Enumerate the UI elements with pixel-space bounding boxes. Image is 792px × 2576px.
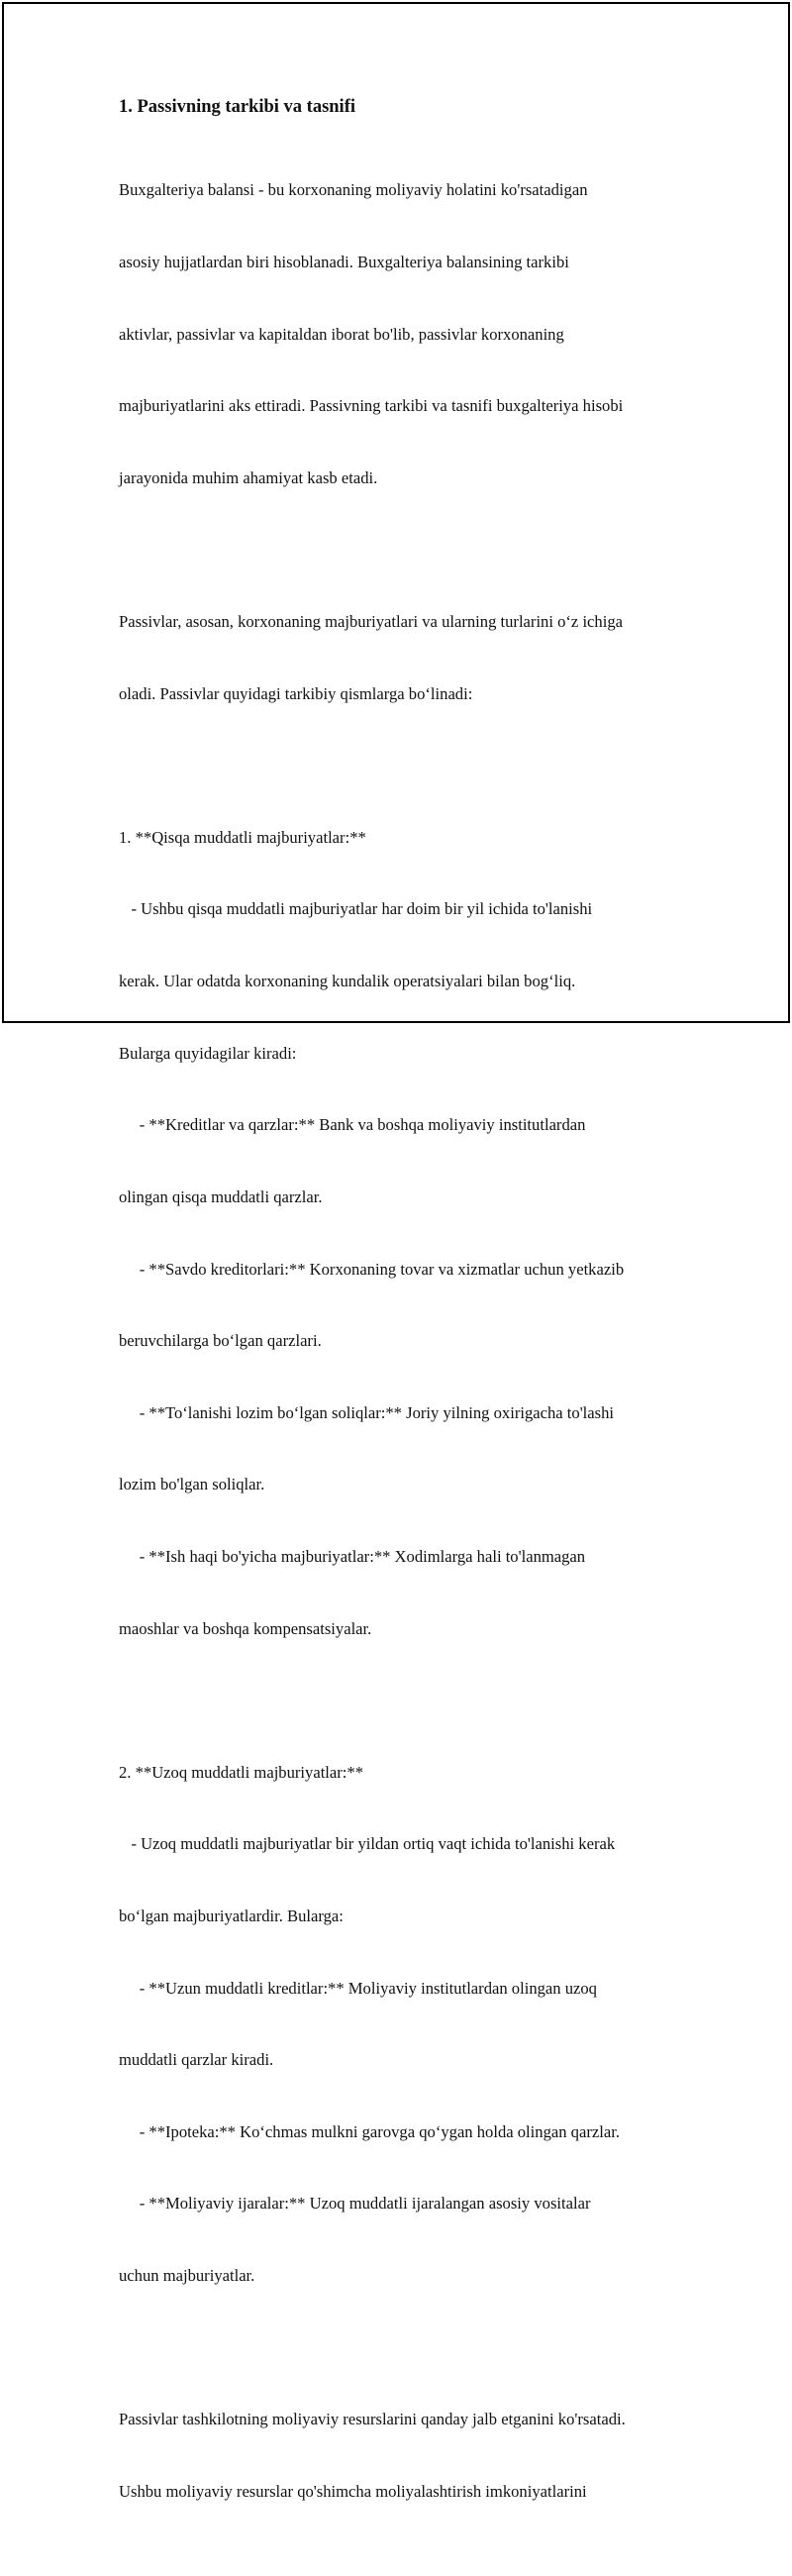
paragraph-intro [119,131,693,538]
list-item: - **Savdo kreditorlari:** Korxonaning tovar va xizmatlar uchun yetkazib [119,1259,625,1279]
text-line: - Ushbu qisqa muddatli majburiyatlar har doim bir yil ichida to'lanishi [119,899,593,919]
text-line: kerak. Ular odatda korxonaning kundalik operatsiyalari bilan bog‘liq. [119,972,576,991]
text-line: jarayonida muhim ahamiyat kasb etadi. [119,467,378,487]
list-item: - **Kreditlar va qarzlar:** Bank va boshqa moliyaviy institutlardan [119,1115,586,1135]
document-title: 1. Passivning tarkibi va tasnifi [119,97,356,117]
document-body [119,95,693,2576]
text-line: - Uzoq muddatli majburiyatlar bir yildan ortiq vaqt ichida to'lanishi kerak [119,1834,616,1854]
text-line: lozim bo'lgan soliqlar. [119,1475,265,1494]
text-line: muddatli qarzlar kiradi. [119,2050,274,2070]
text-line: oladi. Passivlar quyidagi tarkibiy qismlarga bo‘linadi: [119,683,473,703]
text-line: majburiyatlarini aks ettiradi. Passivning tarkibi va tasnifi buxgalteriya hisobi [119,396,624,416]
text-line: Bularga quyidagilar kiradi: [119,1043,297,1063]
section-short-term-liabilities [119,777,693,1689]
section-heading: 1. **Qisqa muddatli majburiyatlar:** [119,827,366,847]
text-line: Ushbu moliyaviy resurslar qo'shimcha moliyalashtirish imkoniyatlarini [119,2481,587,2501]
list-item: - **Uzun muddatli kreditlar:** Moliyaviy institutlardan olingan uzoq [119,1978,597,1998]
list-item: - **Ish haqi bo'yicha majburiyatlar:** Xodimlarga hali to'lanmagan [119,1546,586,1566]
section-long-term-liabilities [119,1712,693,2335]
section-heading: 2. **Uzoq muddatli majburiyatlar:** [119,1762,364,1782]
page-frame [2,2,790,2501]
text-line: Passivlar, asosan, korxonaning majburiyatlari va ularning turlarini o‘z ichiga [119,612,623,632]
list-item: - **To‘lanishi lozim bo‘lgan soliqlar:** Joriy yilning oxirigacha to'lashi [119,1402,615,1422]
text-line: bo‘lgan majburiyatlardir. Bularga: [119,1906,344,1925]
text-line: beruvchilarga bo‘lgan qarzlari. [119,1331,322,1351]
text-line: maoshlar va boshqa kompensatsiyalar. [119,1618,372,1638]
list-item: - **Moliyaviy ijaralar:** Uzoq muddatli ijaralangan asosiy vositalar [119,2194,591,2214]
text-line: aktivlar, passivlar va kapitaldan iborat bo'lib, passivlar korxonaning [119,324,564,344]
text-line: uchun majburiyatlar. [119,2266,255,2286]
list-item: - **Ipoteka:** Ko‘chmas mulkni garovga qo‘ygan holda olingan qarzlar. [119,2121,620,2141]
text-line: asosiy hujjatlardan biri hisoblanadi. Buxgalteriya balansining tarkibi [119,253,569,272]
text-line: Buxgalteriya balansi - bu korxonaning moliyaviy holatini ko'rsatadigan [119,180,588,200]
text-line: Passivlar tashkilotning moliyaviy resurslarini qanday jalb etganini ko'rsatadi. [119,2410,626,2429]
text-line: olingan qisqa muddatli qarzlar. [119,1186,323,1206]
paragraph-conclusion [119,2360,693,2552]
paragraph-passivlar [119,563,693,755]
